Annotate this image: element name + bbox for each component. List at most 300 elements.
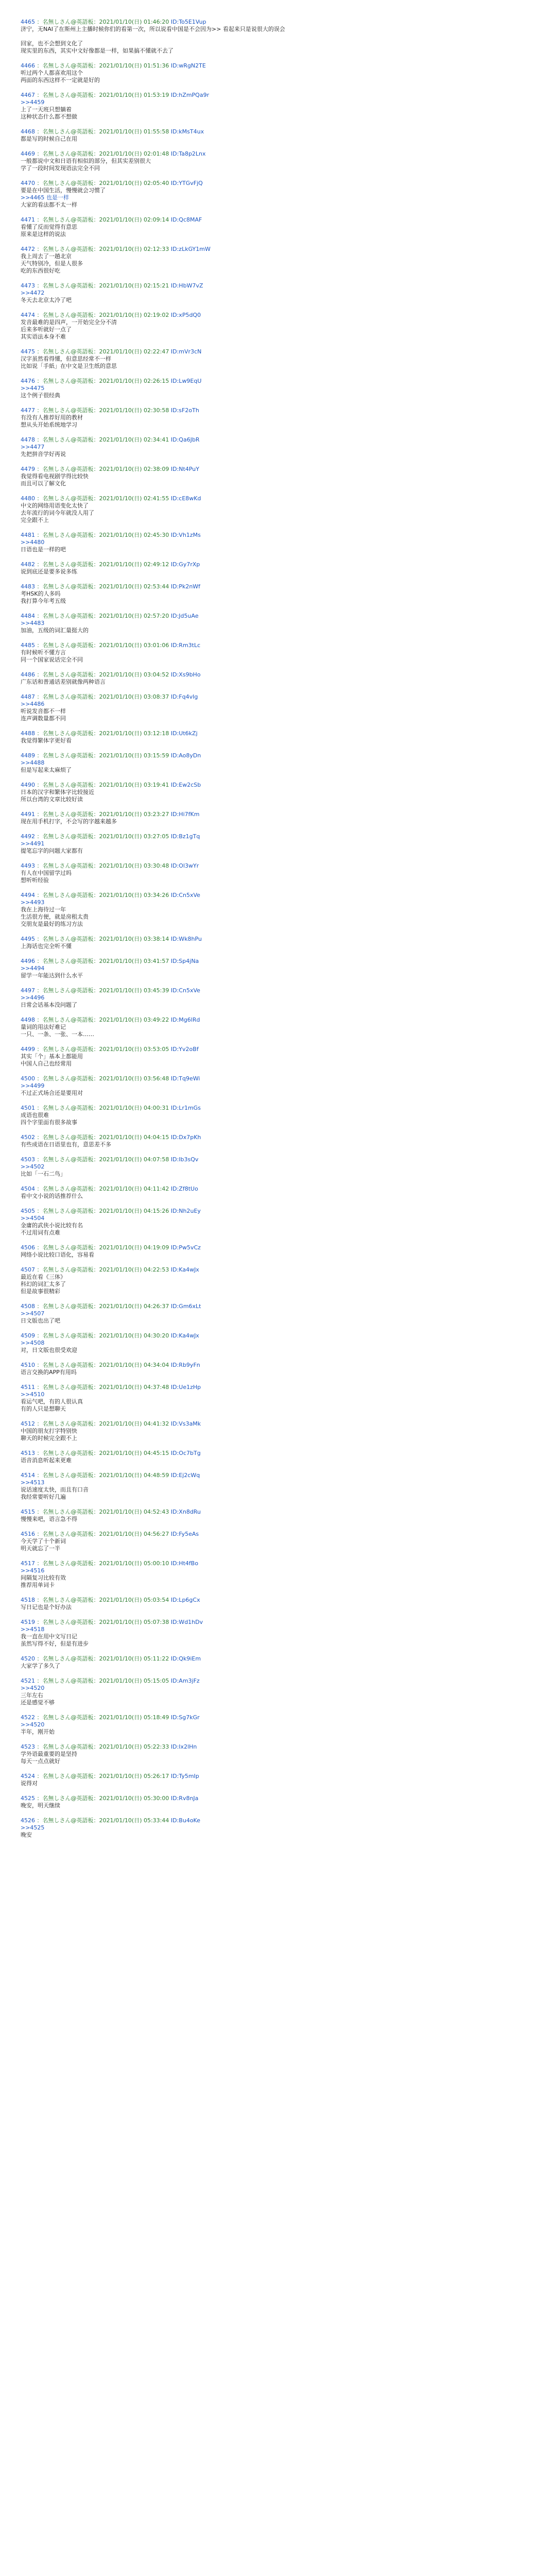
poster-id-link[interactable]: ID:Qa6JbR	[170, 436, 200, 443]
post-number-link[interactable]: 4476	[21, 378, 35, 384]
post-separator: ：	[35, 1016, 43, 1023]
poster-id-link[interactable]: ID:mVr3cN	[170, 348, 202, 355]
post-number-link[interactable]: 4482	[21, 561, 35, 568]
post-separator: ：	[35, 1450, 43, 1456]
post-line: 金庸的武侠小说比较有名	[21, 1222, 83, 1229]
post-line: 我觉得看电视剧学得比较快	[21, 473, 89, 480]
poster-id-link[interactable]: ID:Lw9EqU	[170, 378, 202, 384]
poster-name: 名無しさん@英語板	[42, 1655, 94, 1662]
post-separator: ：	[93, 1560, 99, 1567]
poster-id-link[interactable]: ID:Pw5vCz	[170, 1244, 201, 1251]
poster-name: 名無しさん@英語板	[42, 1531, 94, 1537]
post-body	[21, 444, 535, 458]
post-number-link[interactable]: 4495	[21, 936, 35, 942]
poster-id-link[interactable]: ID:Ka4wJx	[170, 1332, 199, 1339]
post-line: 语言交换的APP有用吗	[21, 1369, 77, 1376]
post-separator: ：	[93, 1420, 99, 1427]
post-number-link[interactable]: 4502	[21, 1134, 35, 1141]
reply-anchor-link[interactable]: >>4486	[21, 701, 45, 707]
reply-anchor-link[interactable]: >>4518	[21, 1626, 45, 1633]
post-body	[21, 1685, 535, 1706]
poster-id-link[interactable]: ID:Rb9yFn	[170, 1362, 200, 1368]
post-header	[21, 1795, 535, 1802]
poster-id-link[interactable]: ID:YTGvFjQ	[170, 180, 203, 187]
post-header	[21, 466, 535, 473]
post-line: 说得对	[21, 1780, 38, 1787]
post-line: 科幻的词汇太多了	[21, 1281, 66, 1287]
post-separator: ：	[35, 1266, 43, 1273]
reply-anchor-link[interactable]: >>4491	[21, 840, 45, 847]
post-date: 2021/01/10(日) 01:51:36	[99, 62, 169, 69]
post-number-link[interactable]: 4509	[21, 1332, 35, 1339]
post-body	[21, 187, 535, 209]
post-header	[21, 246, 535, 253]
poster-name: 名無しさん@英語板	[42, 466, 94, 472]
poster-id-link[interactable]: ID:Pk2nWf	[170, 583, 201, 590]
post-header	[21, 1332, 535, 1340]
post-number-link[interactable]: 4507	[21, 1266, 35, 1273]
post-number-link[interactable]: 4492	[21, 833, 35, 840]
post-line: 两面的东西这样不一定就是好的	[21, 77, 100, 83]
post-date: 2021/01/10(日) 03:08:37	[99, 693, 169, 700]
post-date: 2021/01/10(日) 04:56:27	[99, 1531, 169, 1537]
post-date: 2021/01/10(日) 05:18:49	[99, 1714, 169, 1721]
poster-id-link[interactable]: ID:Gm6xLt	[170, 1303, 201, 1310]
post-body	[21, 1053, 535, 1067]
post-header	[21, 862, 535, 870]
post-number-link[interactable]: 4518	[21, 1597, 35, 1603]
post-separator: ：	[93, 1384, 99, 1391]
poster-id-link[interactable]: ID:Vs3aMk	[170, 1420, 201, 1427]
post	[21, 1472, 535, 1501]
post-number-link[interactable]: 4466	[21, 62, 35, 69]
poster-id-link[interactable]: ID:Sp4jNa	[170, 958, 199, 964]
poster-id-link[interactable]: ID:Qc8MAF	[170, 216, 202, 223]
post-separator: ：	[93, 19, 99, 25]
post-body	[21, 473, 535, 487]
poster-name: 名無しさん@英語板	[42, 1597, 94, 1603]
post-body	[21, 870, 535, 884]
poster-id-link[interactable]: ID:Wd1hDv	[170, 1619, 203, 1625]
poster-id-link[interactable]: ID:Ol3wYr	[170, 862, 199, 869]
post-number-link[interactable]: 4485	[21, 642, 35, 649]
poster-id-link[interactable]: ID:Hi7fKm	[170, 811, 200, 818]
poster-id-link[interactable]: ID:Ut6kZj	[170, 730, 198, 737]
post	[21, 782, 535, 803]
poster-id-link[interactable]: ID:Ao8yDn	[170, 752, 201, 759]
post-number-link[interactable]: 4501	[21, 1105, 35, 1111]
post	[21, 1743, 535, 1765]
post-number-link[interactable]: 4469	[21, 150, 35, 157]
post-number-link[interactable]: 4477	[21, 407, 35, 414]
poster-id-link[interactable]: ID:Dx7pKh	[170, 1134, 201, 1141]
poster-id-link[interactable]: ID:sF2oTh	[170, 407, 199, 414]
poster-id-link[interactable]: ID:HbW7vZ	[170, 282, 203, 289]
post-header	[21, 1509, 535, 1516]
reply-anchor-link[interactable]: >>4475	[21, 385, 45, 392]
post-number-link[interactable]: 4510	[21, 1362, 35, 1368]
poster-name: 名無しさん@英語板	[42, 1795, 94, 1802]
reply-anchor-link[interactable]: >>4520	[21, 1685, 45, 1691]
post-number-link[interactable]: 4516	[21, 1531, 35, 1537]
post-separator: ：	[93, 671, 99, 678]
poster-id-link[interactable]: ID:Fy5eAs	[170, 1531, 199, 1537]
poster-name: 名無しさん@英語板	[42, 693, 94, 700]
post-body	[21, 539, 535, 553]
poster-id-link[interactable]: ID:Rv8nJa	[170, 1795, 199, 1802]
post-separator: ：	[93, 1509, 99, 1515]
post-date: 2021/01/10(日) 05:26:17	[99, 1773, 169, 1780]
post	[21, 128, 535, 143]
post-date: 2021/01/10(日) 02:57:20	[99, 613, 169, 619]
post-number-link[interactable]: 4484	[21, 613, 35, 619]
poster-name: 名無しさん@英語板	[42, 1156, 94, 1163]
post-line: 中国人自己也经常用	[21, 1060, 72, 1067]
post-number-link[interactable]: 4474	[21, 312, 35, 318]
poster-id-link[interactable]: ID:Sg7kGr	[170, 1714, 200, 1721]
reply-anchor-link[interactable]: >>4513	[21, 1479, 45, 1486]
poster-name: 名無しさん@英語板	[42, 1384, 94, 1391]
poster-id-link[interactable]: ID:Fq4vIg	[170, 693, 198, 700]
post-line: 我上周去了一趟北京	[21, 253, 72, 260]
poster-id-link[interactable]: ID:Vh1zMs	[170, 532, 201, 538]
post-separator: ：	[93, 216, 99, 223]
post-body	[21, 385, 535, 399]
post-line: 四个字里面有很多故事	[21, 1119, 77, 1126]
poster-id-link[interactable]: ID:Jd5uAe	[170, 613, 199, 619]
poster-id-link[interactable]: ID:Oc7bTg	[170, 1450, 201, 1456]
post-line: 发音最难的是四声，一开始完全分不清	[21, 319, 117, 326]
post-body	[21, 1310, 535, 1325]
poster-id-link[interactable]: ID:Mg6lRd	[170, 1016, 200, 1023]
post-number-link[interactable]: 4471	[21, 216, 35, 223]
poster-id-link[interactable]: ID:Ib3sQv	[170, 1156, 199, 1163]
post-number-link[interactable]: 4517	[21, 1560, 35, 1567]
reply-anchor-link[interactable]: >>4493	[21, 899, 45, 906]
post-separator: ：	[93, 693, 99, 700]
post-number-link[interactable]: 4513	[21, 1450, 35, 1456]
reply-anchor-link[interactable]: >>4483	[21, 620, 45, 626]
post-separator: ：	[35, 1655, 43, 1662]
post-number-link[interactable]: 4490	[21, 782, 35, 788]
post-line: 其实「个」基本上都能用	[21, 1053, 83, 1060]
post	[21, 1303, 535, 1325]
post-separator: ：	[35, 583, 43, 590]
post-number-link[interactable]: 4489	[21, 752, 35, 759]
post-number-link[interactable]: 4496	[21, 958, 35, 964]
post	[21, 1655, 535, 1670]
post	[21, 1134, 535, 1148]
poster-id-link[interactable]: ID:Nt4PuY	[170, 466, 199, 472]
post-body	[21, 649, 535, 664]
post-number-link[interactable]: 4473	[21, 282, 35, 289]
poster-id-link[interactable]: ID:Qk9iEm	[170, 1655, 201, 1662]
post-number-link[interactable]: 4519	[21, 1619, 35, 1625]
post-separator: ：	[93, 1677, 99, 1684]
post-number-link[interactable]: 4480	[21, 495, 35, 502]
post-number-link[interactable]: 4505	[21, 1208, 35, 1214]
post	[21, 216, 535, 238]
post-separator: ：	[35, 378, 43, 384]
post-number-link[interactable]: 4506	[21, 1244, 35, 1251]
post-date: 2021/01/10(日) 02:30:58	[99, 407, 169, 414]
poster-id-link[interactable]: ID:Bu4oKe	[170, 1817, 200, 1824]
post-separator: ：	[35, 1303, 43, 1310]
post-line: 现实里的东西，其实中文好像都是一样，如果搞不懂就不去了	[21, 47, 173, 54]
poster-id-link[interactable]: ID:Ix2lHn	[170, 1743, 197, 1750]
post-number-link[interactable]: 4511	[21, 1384, 35, 1391]
post-header	[21, 407, 535, 414]
post-number-link[interactable]: 4499	[21, 1046, 35, 1053]
reply-anchor-link[interactable]: >>4520	[21, 1721, 45, 1728]
post-number-link[interactable]: 4468	[21, 128, 35, 135]
post-line: 成语也很难	[21, 1112, 49, 1118]
reply-anchor-link[interactable]: >>4504	[21, 1215, 45, 1222]
post-body	[21, 1163, 535, 1178]
reply-anchor-link[interactable]: >>4465 也是一样	[21, 194, 69, 201]
post-separator: ：	[93, 1795, 99, 1802]
post-header	[21, 1185, 535, 1193]
post-separator: ：	[35, 1156, 43, 1163]
post-header	[21, 1531, 535, 1538]
poster-id-link[interactable]: ID:Lr1mGs	[170, 1105, 201, 1111]
reply-anchor-link[interactable]: >>4516	[21, 1567, 45, 1574]
post-number-link[interactable]: 4521	[21, 1677, 35, 1684]
post-number-link[interactable]: 4491	[21, 811, 35, 818]
post-number-link[interactable]: 4500	[21, 1075, 35, 1082]
poster-id-link[interactable]: ID:To5E1Vup	[170, 19, 206, 25]
post-line: 天气特别冷，但是人很多	[21, 260, 83, 267]
poster-name: 名無しさん@英語板	[42, 495, 94, 502]
poster-id-link[interactable]: ID:Ew2cSb	[170, 782, 201, 788]
post-date: 2021/01/10(日) 04:52:43	[99, 1509, 169, 1515]
post-number-link[interactable]: 4470	[21, 180, 35, 187]
post-number-link[interactable]: 4478	[21, 436, 35, 443]
post-header	[21, 62, 535, 70]
post-number-link[interactable]: 4522	[21, 1714, 35, 1721]
poster-id-link[interactable]: ID:Am3jFz	[170, 1677, 200, 1684]
post-number-link[interactable]: 4525	[21, 1795, 35, 1802]
post-separator: ：	[93, 811, 99, 818]
post	[21, 150, 535, 172]
poster-id-link[interactable]: ID:Bz1gTq	[170, 833, 200, 840]
post-number-link[interactable]: 4520	[21, 1655, 35, 1662]
poster-id-link[interactable]: ID:Tq9eWi	[170, 1075, 200, 1082]
post-date: 2021/01/10(日) 01:55:58	[99, 128, 169, 135]
poster-id-link[interactable]: ID:Cn5xVe	[170, 987, 200, 994]
poster-name: 名無しさん@英語板	[42, 811, 94, 818]
poster-id-link[interactable]: ID:Ej2cWq	[170, 1472, 200, 1479]
poster-id-link[interactable]: ID:Yv2oBf	[170, 1046, 199, 1053]
post-separator: ：	[35, 1134, 43, 1141]
post-number-link[interactable]: 4512	[21, 1420, 35, 1427]
poster-id-link[interactable]: ID:Xn8dRu	[170, 1509, 201, 1515]
post-line: 想听听经验	[21, 877, 49, 884]
post-line: 其实语法本身不难	[21, 333, 66, 340]
thread-page	[21, 19, 535, 2576]
post-date: 2021/01/10(日) 04:41:32	[99, 1420, 169, 1427]
post-date: 2021/01/10(日) 05:11:22	[99, 1655, 169, 1662]
poster-id-link[interactable]: ID:Ht4fBo	[170, 1560, 199, 1567]
post-number-link[interactable]: 4503	[21, 1156, 35, 1163]
post-header	[21, 282, 535, 290]
post-line: 有时候听不懂方言	[21, 649, 66, 656]
post	[21, 19, 535, 55]
post-date: 2021/01/10(日) 04:22:53	[99, 1266, 169, 1273]
post-number-link[interactable]: 4508	[21, 1303, 35, 1310]
post-date: 2021/01/10(日) 03:45:39	[99, 987, 169, 994]
post-date: 2021/01/10(日) 03:30:48	[99, 862, 169, 869]
poster-id-link[interactable]: ID:Xs9bHo	[170, 671, 201, 678]
poster-id-link[interactable]: ID:zLkGY1mW	[170, 246, 211, 252]
post-date: 2021/01/10(日) 03:04:52	[99, 671, 169, 678]
post-separator: ：	[93, 495, 99, 502]
post	[21, 1773, 535, 1787]
post-separator: ：	[93, 613, 99, 619]
post-body	[21, 1626, 535, 1648]
post-number-link[interactable]: 4515	[21, 1509, 35, 1515]
post-number-link[interactable]: 4514	[21, 1472, 35, 1479]
post-line: 汉字虽然看得懂，但意思经常不一样	[21, 355, 111, 362]
post-number-link[interactable]: 4467	[21, 92, 35, 98]
post-number-link[interactable]: 4481	[21, 532, 35, 538]
post-header	[21, 495, 535, 502]
reply-anchor-link[interactable]: >>4488	[21, 759, 45, 766]
post-line: 广东话和普通话差别就像两种语言	[21, 679, 106, 685]
post-number-link[interactable]: 4465	[21, 19, 35, 25]
reply-anchor-link[interactable]: >>4507	[21, 1310, 45, 1317]
poster-id-link[interactable]: ID:Rm3tLc	[170, 642, 201, 649]
post-number-link[interactable]: 4524	[21, 1773, 35, 1780]
poster-name: 名無しさん@英語板	[42, 561, 94, 568]
poster-name: 名無しさん@英語板	[42, 1472, 94, 1479]
post-number-link[interactable]: 4472	[21, 246, 35, 252]
post-date: 2021/01/10(日) 03:49:22	[99, 1016, 169, 1023]
post-body	[21, 1751, 535, 1765]
poster-id-link[interactable]: ID:Ue1zHp	[170, 1384, 201, 1391]
reply-anchor-link[interactable]: >>4508	[21, 1340, 45, 1346]
reply-anchor-link[interactable]: >>4472	[21, 290, 45, 296]
post-number-link[interactable]: 4523	[21, 1743, 35, 1750]
post-number-link[interactable]: 4486	[21, 671, 35, 678]
post-line: 不过用词有点难	[21, 1229, 60, 1236]
post	[21, 1509, 535, 1523]
poster-id-link[interactable]: ID:Nh2uEy	[170, 1208, 201, 1214]
post-number-link[interactable]: 4504	[21, 1185, 35, 1192]
post-separator: ：	[35, 348, 43, 355]
post-date: 2021/01/10(日) 02:15:21	[99, 282, 169, 289]
post-separator: ：	[93, 958, 99, 964]
post-date: 2021/01/10(日) 02:38:09	[99, 466, 169, 472]
post-separator: ：	[35, 150, 43, 157]
post-number-link[interactable]: 4479	[21, 466, 35, 472]
poster-name: 名無しさん@英語板	[42, 1362, 94, 1368]
poster-name: 名無しさん@英語板	[42, 1134, 94, 1141]
poster-id-link[interactable]: ID:Lp6gCx	[170, 1597, 200, 1603]
poster-id-link[interactable]: ID:xP5dQ0	[170, 312, 201, 318]
poster-id-link[interactable]: ID:cE8wKd	[170, 495, 201, 502]
post-separator: ：	[93, 1244, 99, 1251]
poster-id-link[interactable]: ID:Ta8p2Lnx	[170, 150, 206, 157]
post-separator: ：	[93, 407, 99, 414]
post-header	[21, 1266, 535, 1274]
post	[21, 1105, 535, 1126]
poster-id-link[interactable]: ID:kMsT4ux	[170, 128, 204, 135]
reply-anchor-link[interactable]: >>4459	[21, 99, 45, 106]
reply-anchor-link[interactable]: >>4496	[21, 994, 45, 1001]
post-number-link[interactable]: 4475	[21, 348, 35, 355]
post-separator: ：	[93, 532, 99, 538]
poster-id-link[interactable]: ID:Cn5xVe	[170, 892, 200, 899]
reply-anchor-link[interactable]: >>4480	[21, 539, 45, 546]
post-number-link[interactable]: 4493	[21, 862, 35, 869]
post-number-link[interactable]: 4526	[21, 1817, 35, 1824]
reply-anchor-link[interactable]: >>4502	[21, 1163, 45, 1170]
poster-name: 名無しさん@英語板	[42, 150, 94, 157]
post-separator: ：	[35, 936, 43, 942]
post-date: 2021/01/10(日) 05:33:44	[99, 1817, 169, 1824]
post-separator: ：	[35, 613, 43, 619]
post-line: 晚安，明天继续	[21, 1802, 60, 1809]
post-line: 一般都说中文和日语有相似的部分，但其实差别很大	[21, 158, 151, 164]
post-line: 间隔复习比较有效	[21, 1574, 66, 1581]
poster-name: 名無しさん@英語板	[42, 583, 94, 590]
reply-anchor-link[interactable]: >>4510	[21, 1391, 45, 1398]
post-header	[21, 1597, 535, 1604]
post	[21, 561, 535, 575]
post	[21, 958, 535, 979]
post-body	[21, 1663, 535, 1670]
poster-id-link[interactable]: ID:Zf8tUo	[170, 1185, 198, 1192]
poster-id-link[interactable]: ID:Ty5mIp	[170, 1773, 199, 1780]
post-separator: ：	[35, 862, 43, 869]
reply-anchor-link[interactable]: >>4525	[21, 1824, 45, 1831]
post-line: 我在上海待过一年	[21, 906, 66, 913]
post	[21, 1714, 535, 1736]
post-date: 2021/01/10(日) 05:15:05	[99, 1677, 169, 1684]
post-date: 2021/01/10(日) 04:26:37	[99, 1303, 169, 1310]
post-line: 说话速度太快，而且有口音	[21, 1486, 89, 1493]
post-number-link[interactable]: 4488	[21, 730, 35, 737]
poster-id-link[interactable]: ID:Gy7rXp	[170, 561, 200, 568]
post-number-link[interactable]: 4497	[21, 987, 35, 994]
post	[21, 1531, 535, 1552]
post-number-link[interactable]: 4487	[21, 693, 35, 700]
poster-id-link[interactable]: ID:hZmPQa9r	[170, 92, 210, 98]
post-separator: ：	[93, 1075, 99, 1082]
reply-anchor-link[interactable]: >>4499	[21, 1082, 45, 1089]
post-separator: ：	[93, 466, 99, 472]
post-separator: ：	[35, 246, 43, 252]
post-number-link[interactable]: 4498	[21, 1016, 35, 1023]
poster-id-link[interactable]: ID:Wk8hPu	[170, 936, 202, 942]
reply-anchor-link[interactable]: >>4477	[21, 444, 45, 450]
post-separator: ：	[35, 642, 43, 649]
poster-id-link[interactable]: ID:wRgN2TE	[170, 62, 206, 69]
post-number-link[interactable]: 4483	[21, 583, 35, 590]
post-separator: ：	[35, 466, 43, 472]
post-header	[21, 1817, 535, 1824]
poster-id-link[interactable]: ID:Ka4wJx	[170, 1266, 199, 1273]
post-line: 加油，五级的词汇量挺大的	[21, 627, 89, 634]
post-separator: ：	[93, 1773, 99, 1780]
post-number-link[interactable]: 4494	[21, 892, 35, 899]
post-line: 推荐用单词卡	[21, 1582, 55, 1588]
post-body	[21, 679, 535, 686]
post-header	[21, 1362, 535, 1369]
poster-name: 名無しさん@英語板	[42, 19, 94, 25]
reply-anchor-link[interactable]: >>4494	[21, 965, 45, 972]
